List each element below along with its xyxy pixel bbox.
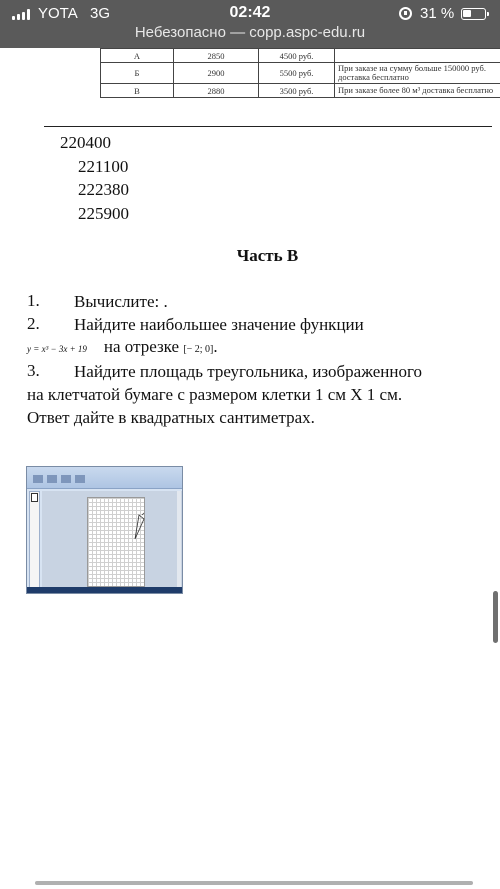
table-cell: 2900 [174,63,259,84]
task-2-end: . [213,337,218,356]
task-3-line-1: Найдите площадь треугольника, изображенного [74,362,423,381]
address-bar[interactable]: Небезопасно — copp.aspc-edu.ru [134,24,366,41]
table-cell: Б [101,63,174,84]
task-number: 2. [27,314,40,333]
task-2-formula-line [27,336,218,362]
page-thumbnail-pane [29,491,40,589]
triangle-drawing [87,497,145,587]
clock: 02:42 [229,4,271,21]
table-row [101,63,500,84]
task-3-line-2: на клетчатой бумаге с размером клетки 1 см Х 1 см. [27,385,403,404]
carrier-name: YOTA [38,5,78,22]
embedded-screenshot[interactable] [26,466,183,594]
status-bar [0,0,500,26]
taskbar [27,587,183,593]
table-row [101,49,500,63]
table-cell: 2880 [174,84,259,98]
table-cell [335,49,500,63]
table-cell: 2850 [174,49,259,63]
divider [44,126,492,127]
price-table [100,48,500,98]
answer-option: 220400 [60,133,111,152]
network-type: 3G [90,5,111,22]
answer-option: 221100 [78,156,129,176]
answer-option: 225900 [78,203,129,223]
task-2-suffix: на отрезке [103,337,180,356]
rotation-lock-icon [399,7,412,20]
table-cell: При заказе на сумму больше 150000 руб. доставка бесплатно [335,63,500,84]
browser-top-bar [0,0,500,48]
table-row [101,84,500,98]
task-1-text: Вычислите: . [74,292,168,311]
table-cell: 4500 руб. [259,49,335,63]
battery-percent: 31 % [420,5,455,22]
function-formula: y = x³ − 3x + 19 [27,344,87,354]
section-title: Часть В [236,246,299,265]
answer-option: 222380 [78,180,129,199]
table-cell: А [101,49,174,63]
table-cell: 5500 руб. [259,63,335,84]
table-cell: При заказе более 80 м³ доставка бесплатно [335,84,500,98]
battery-icon [461,8,486,20]
task-3-line-3: Ответ дайте в квадратных сантиметрах. [27,408,315,427]
scrollbar[interactable] [177,491,181,589]
task-2-text: Найдите наибольшее значение функции [74,315,364,334]
interval-formula: [− 2; 0] [183,344,214,355]
table-cell: 3500 руб. [259,84,335,98]
answer-options [60,131,129,225]
word-ribbon [27,467,183,489]
page-scrollbar[interactable] [493,591,498,643]
page-thumbnail [31,493,38,502]
table-cell: В [101,84,174,98]
home-indicator[interactable] [35,881,473,885]
task-number: 3. [27,361,40,380]
task-number: 1. [27,291,40,310]
